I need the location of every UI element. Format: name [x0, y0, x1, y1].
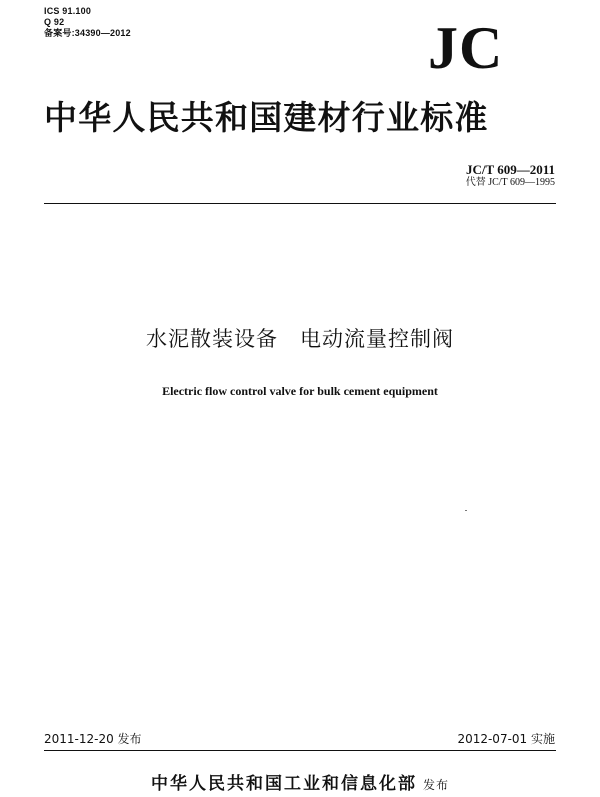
standard-number-block — [466, 162, 555, 189]
scan-speck — [465, 510, 467, 511]
replaces-standard: 代替 JC/T 609—1995 — [465, 177, 555, 188]
publisher-line — [0, 772, 600, 797]
document-title-chinese: 水泥散装设备 电动流量控制阀 — [146, 327, 454, 351]
issue-date: 2011-12-20 发布 — [44, 732, 142, 746]
standard-category-title: 中华人民共和国建材行业标准 — [44, 98, 489, 137]
standard-number: JC/T 609—2011 — [466, 162, 555, 177]
ccs-code: Q 92 — [44, 17, 65, 27]
filing-number: 备案号:34390—2012 — [44, 28, 131, 38]
effective-date: 2012-07-01 实施 — [457, 732, 555, 746]
jc-logo: JC — [428, 15, 504, 81]
bottom-divider — [44, 750, 556, 751]
publisher-name: 中华人民共和国工业和信息化部 — [150, 774, 417, 794]
classification-block — [44, 6, 131, 39]
top-divider — [44, 203, 556, 204]
publisher-suffix: 发布 — [422, 778, 449, 792]
document-title-english: Electric flow control valve for bulk cement equipment — [162, 384, 438, 398]
ics-code: ICS 91.100 — [44, 6, 92, 16]
